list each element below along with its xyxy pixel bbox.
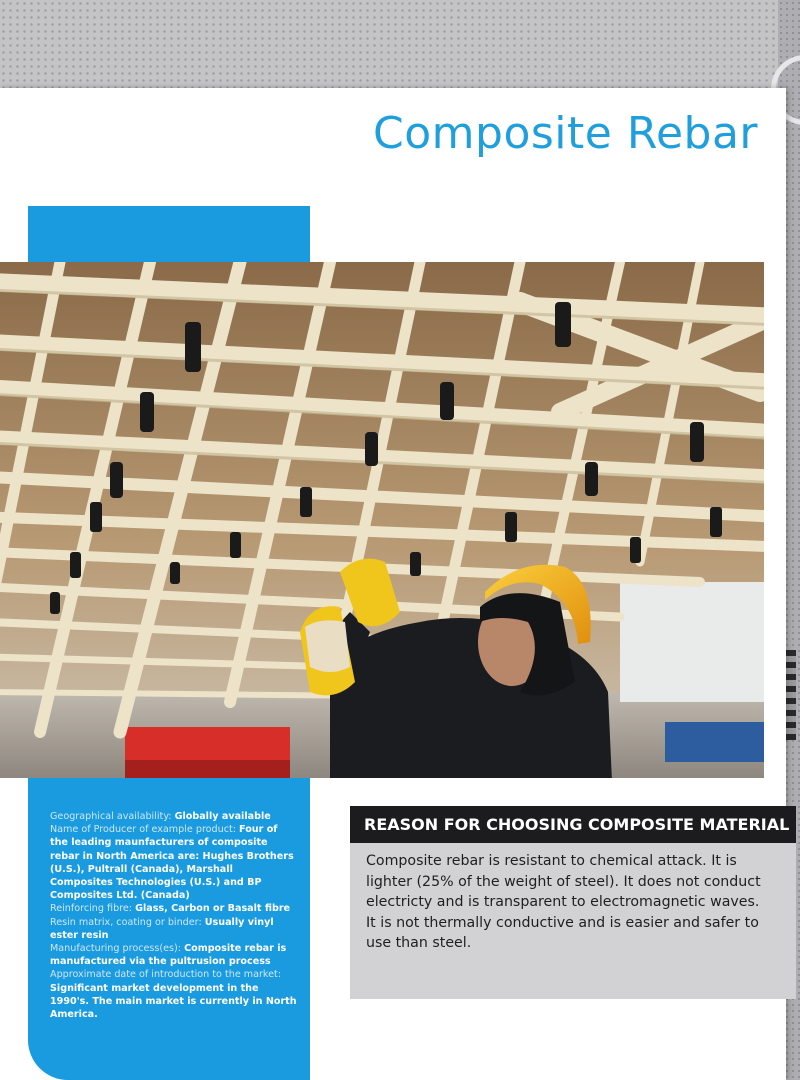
red-container-shadow bbox=[125, 760, 290, 778]
fibre-label: Reinforcing fibre: bbox=[50, 903, 136, 915]
worker-glove-palm bbox=[305, 620, 350, 672]
poster-title: Composite Rebar bbox=[373, 108, 758, 159]
poster-board bbox=[0, 88, 790, 1080]
producer-label: Name of Producer of example product: bbox=[50, 824, 240, 836]
geo-label: Geographical availability: bbox=[50, 811, 175, 822]
fibre-value: Glass, Carbon or Basalt fibre bbox=[135, 903, 291, 915]
geo-value: Globally available bbox=[174, 811, 271, 822]
reason-heading: REASON FOR CHOOSING COMPOSITE MATERIAL bbox=[350, 806, 796, 843]
process-label: Manufacturing process(es): bbox=[50, 943, 185, 955]
process-value: Composite rebar is manufactured via the pultrusion process bbox=[50, 943, 287, 968]
date-label: Approximate date of introduction to the market: bbox=[50, 969, 282, 981]
date-value: Significant market development in the 1990's. The main market is currently in North America. bbox=[50, 982, 297, 1021]
blue-machinery bbox=[665, 722, 764, 762]
resin-label: Resin matrix, coating or binder: bbox=[50, 916, 205, 928]
product-info bbox=[50, 810, 298, 1021]
rebar-photo bbox=[0, 262, 764, 778]
reason-body: Composite rebar is resistant to chemical attack. It is lighter (25% of the weight of steel). It does not conduct electricty and is transparent to electromagnetic waves. It is not thermally conductive and is easier and safer to use than steel. bbox=[366, 853, 761, 951]
resin-value: Usually vinyl ester resin bbox=[50, 916, 274, 941]
producer-value: Four of the leading maunfacturers of composite rebar in North America are: Hughes Brothers (U.S.), Pultrall (Canada), Marshall Composites Technologies (U.S.) and BP Composites Ltd. (Canada) bbox=[50, 824, 294, 902]
factory-window bbox=[620, 582, 764, 702]
accent-bar-top bbox=[28, 206, 310, 268]
wall-background bbox=[0, 0, 800, 95]
